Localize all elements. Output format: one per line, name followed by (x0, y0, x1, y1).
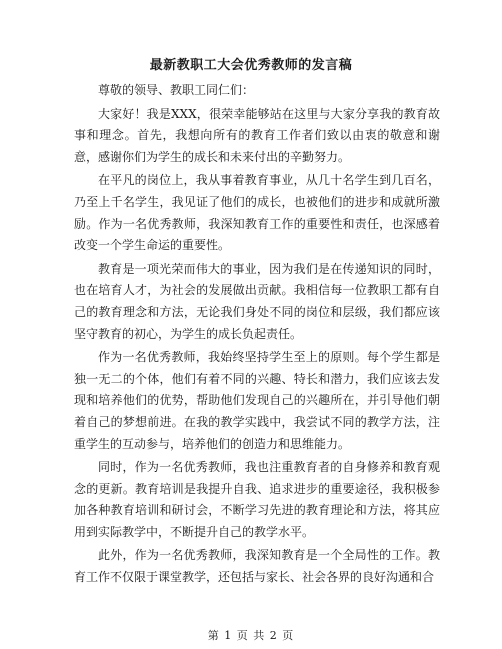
document-title: 最新教职工大会优秀教师的发言稿 (149, 58, 353, 73)
document-body (74, 80, 440, 589)
body-paragraph: 教育是一项光荣而伟大的事业，因为我们是在传递知识的同时，也在培育人才，为社会的发展做出贡献。我相信每一位教职工都有自己的教育理念和方法，无论我们身处不同的岗位和层级，我们都应该坚守教育的初心，为学生的成长负起责任。 (74, 261, 440, 341)
body-paragraph: 此外，作为一名优秀教师，我深知教育是一个全局性的工作。教育工作不仅限于课堂教学，还包括与家长、社会各界的良好沟通和合 (74, 548, 440, 585)
body-paragraph: 作为一名优秀教师，我始终坚持学生至上的原则。每个学生都是独一无二的个体，他们有着不同的兴趣、特长和潜力，我们应该去发现和培养他们的优势，帮助他们发现自己的兴趣所在，并引导他们朝着自己的梦想前进。在我的教学实践中，我尝试不同的教学方法，注重学生的互动参与，培养他们的创造力和思维能力。 (74, 350, 440, 451)
body-paragraph: 在平凡的岗位上，我从事着教育事业，从几十名学生到几百名，乃至上千名学生，我见证了他们的成长，也被他们的进步和成就所激励。作为一名优秀教师，我深知教育工作的重要性和责任，也深感着改变一个学生命运的重要性。 (74, 173, 440, 253)
body-paragraph: 大家好！我是XXX，很荣幸能够站在这里与大家分享我的教育故事和理念。首先，我想向所有的教育工作者们致以由衷的敬意和谢意，感谢你们为学生的成长和未来付出的辛勤努力。 (74, 106, 440, 164)
page-footer: 第 1 页 共 2 页 (207, 629, 295, 642)
salutation-paragraph: 尊敬的领导、教职工同仁们： (98, 83, 255, 97)
body-paragraph: 同时，作为一名优秀教师，我也注重教育者的自身修养和教育观念的更新。教育培训是我提升自我、追求进步的重要途径，我积极参加各种教育培训和研讨会，不断学习先进的教育理论和方法，将其应用到实际教学中，不断提升自己的教学水平。 (74, 460, 440, 539)
